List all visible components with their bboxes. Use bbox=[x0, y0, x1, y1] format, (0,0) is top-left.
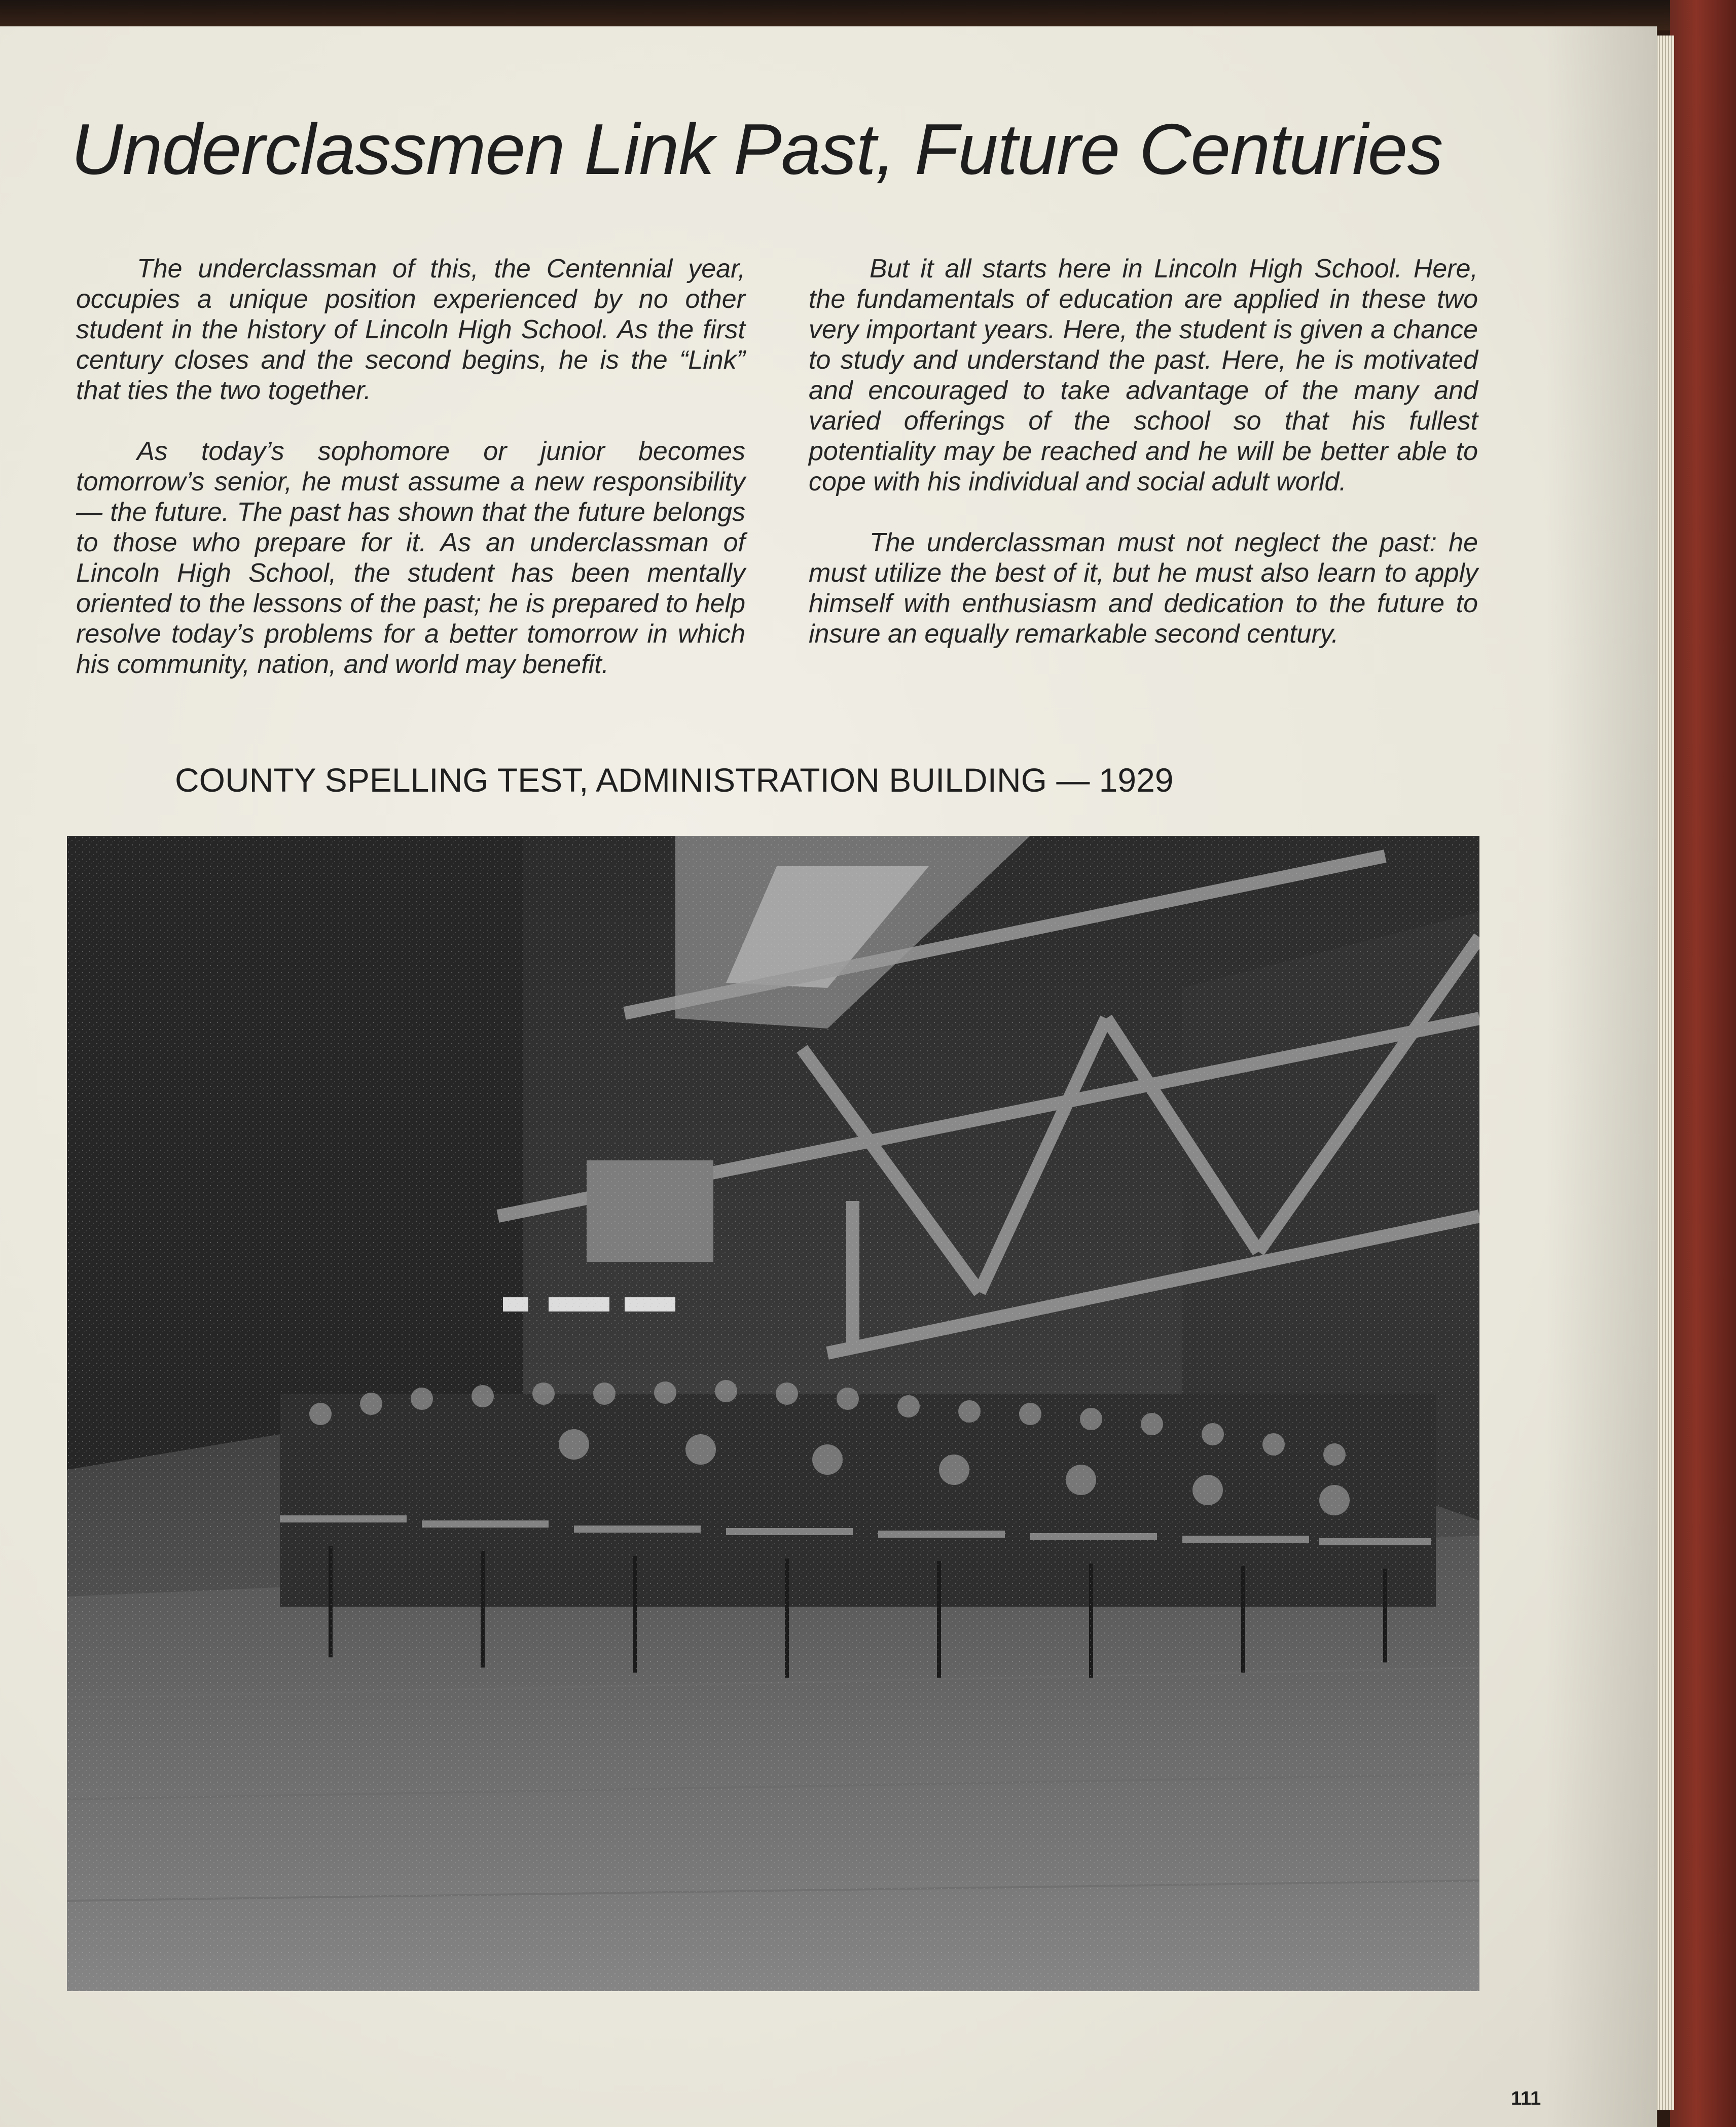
gutter-shadow bbox=[1546, 26, 1658, 2127]
paragraph: But it all starts here in Lincoln High School. Here, the fundamentals of education are applied in these two very important years. Here, the student is given a chance to study and understand the past. Here, he is motivated and encouraged to take advantage of the many and varied offerings of the school so that his fullest potentiality may be reached and he will be better able to cope with his individual and social adult world. bbox=[809, 254, 1478, 497]
page-title: Underclassmen Link Past, Future Centuries bbox=[71, 109, 1443, 190]
paragraph: As today’s sophomore or junior becomes tomorrow’s senior, he must assume a new responsibility — the future. The past has shown that the future belongs to those who prepare for it. As an underclassman of Lincoln High School, the student has been mentally oriented to the lessons of the past; he is prepared to help resolve today’s problems for a better tomorrow in which his community, nation, and world may benefit. bbox=[76, 437, 745, 679]
book-binding-top bbox=[0, 0, 1736, 30]
historical-photo bbox=[67, 836, 1479, 1991]
article-column-left bbox=[76, 254, 745, 710]
book-binding-cover bbox=[1670, 0, 1736, 2127]
article-column-right bbox=[809, 254, 1478, 680]
paragraph: The underclassman of this, the Centennial year, occupies a unique position experienced by no other student in the history of Lincoln High School. As the first century closes and the second begins, he is the “Link” that ties the two together. bbox=[76, 254, 745, 405]
photo-caption: COUNTY SPELLING TEST, ADMINISTRATION BUILDING — 1929 bbox=[175, 761, 1174, 799]
paragraph: The underclassman must not neglect the past: he must utilize the best of it, but he must also learn to apply himself with enthusiasm and dedication to the future to insure an equally remarkable second century. bbox=[809, 528, 1478, 649]
page-number: 111 bbox=[1511, 2088, 1541, 2109]
